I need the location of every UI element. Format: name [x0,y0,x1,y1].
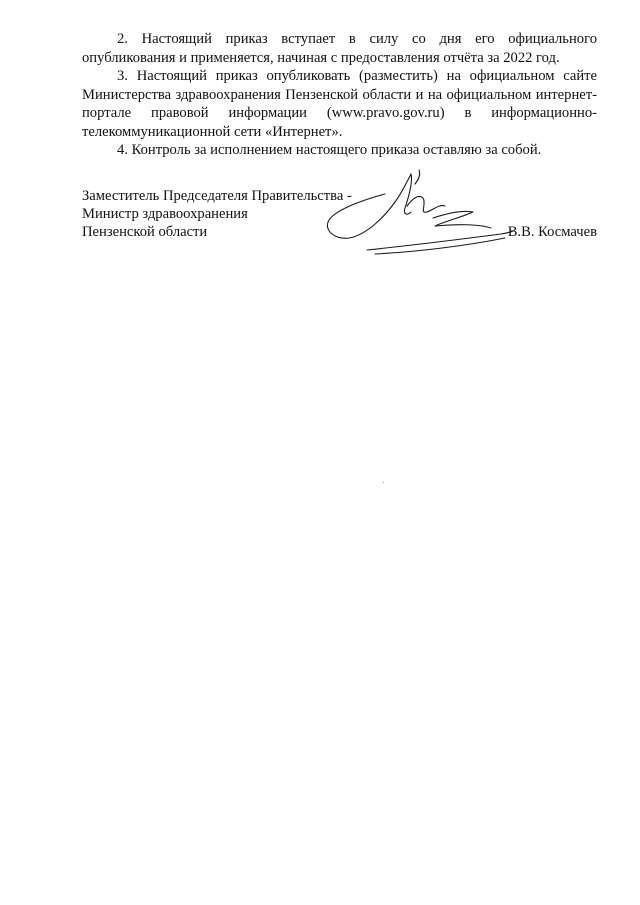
paragraph-effective-date: 2. Настоящий приказ вступает в силу со дня его официального опубликования и применяется, начиная с предоставления отчёта за 2022 год. [82,31,597,66]
signatory-title-line-2: Министр здравоохранения [82,206,248,222]
handwritten-signature-icon [315,168,525,260]
scan-speck [383,482,384,483]
signatory-title-line-3: Пензенской области [82,224,208,240]
signatory-title-line-1: Заместитель Председателя Правительства - [82,188,352,204]
paragraph-publication: 3. Настоящий приказ опубликовать (разместить) на официальном сайте Министерства здравоохранения Пензенской области и на официальном интернет-портале правовой информации (www.pravo.gov.ru) в информационно-телекоммуникационной сети «Интернет». [82,68,597,140]
signatory-name: В.В. Космачев [507,224,597,240]
order-body [82,30,597,160]
paragraph-control: 4. Контроль за исполнением настоящего приказа оставляю за собой. [117,142,542,158]
